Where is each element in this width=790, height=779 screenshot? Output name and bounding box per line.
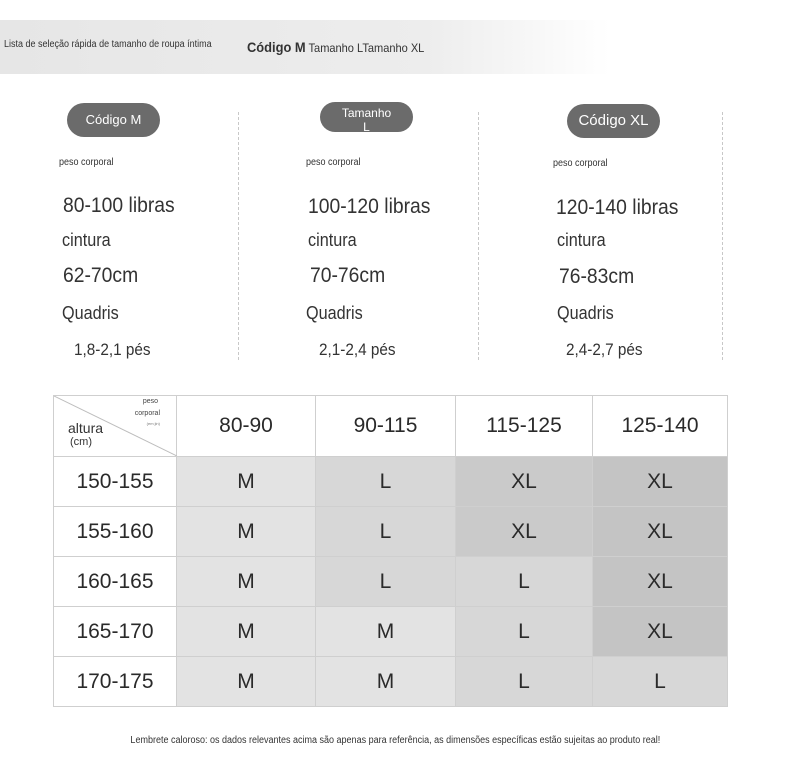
size-badge-xl: Código XL: [567, 104, 660, 138]
size-code-m: Código M: [247, 39, 306, 55]
weight-value-l: 100-120 libras: [308, 195, 431, 218]
height-row-header: 165-170: [54, 607, 177, 657]
column-divider: [722, 112, 723, 360]
size-badge-l-line2: L: [363, 120, 370, 134]
size-cell: L: [456, 607, 593, 657]
column-divider: [238, 112, 239, 360]
corner-height-label-1: altura: [68, 420, 104, 436]
height-row-header: 160-165: [54, 557, 177, 607]
weight-label-l: peso corporal: [306, 157, 361, 168]
weight-label-xl: peso corporal: [553, 158, 608, 169]
height-row-header: 155-160: [54, 507, 177, 557]
corner-weight-label-2: corporal: [134, 410, 160, 417]
size-code-list: [247, 39, 424, 55]
table-row: [54, 557, 728, 607]
size-cell: M: [177, 557, 316, 607]
size-badge-l-line1: Tamanho: [341, 106, 392, 120]
hips-value-l: 2,1-2,4 pés: [319, 340, 396, 359]
footer-note: [0, 735, 790, 746]
size-table: [53, 395, 728, 707]
table-row: [54, 657, 728, 707]
hips-label-xl: Quadris: [557, 303, 614, 323]
size-cell: XL: [593, 557, 728, 607]
weight-column-header: 80-90: [177, 396, 316, 457]
corner-weight-label-1: peso: [142, 398, 158, 405]
size-cell: M: [316, 607, 456, 657]
waist-value-xl: 76-83cm: [559, 265, 635, 288]
waist-value-l: 70-76cm: [310, 264, 386, 287]
size-cell: M: [316, 657, 456, 707]
size-cell: L: [456, 557, 593, 607]
hips-value-m: 1,8-2,1 pés: [74, 340, 151, 359]
size-cell: L: [316, 507, 456, 557]
weight-column-header: 90-115: [316, 396, 456, 457]
footer-text: Lembrete caloroso: os dados relevantes acima são apenas para referência, as dimensões específicas estão sujeitas ao produto real!: [130, 735, 660, 746]
size-badge-m: Código M: [67, 103, 160, 137]
table-corner-cell: [54, 396, 177, 457]
height-row-header: 150-155: [54, 457, 177, 507]
size-cell: M: [177, 507, 316, 557]
weight-column-header: 115-125: [456, 396, 593, 457]
hips-label-l: Quadris: [306, 303, 363, 323]
size-code-rest: Tamanho LTamanho XL: [305, 41, 425, 55]
size-cell: L: [456, 657, 593, 707]
hips-label-m: Quadris: [62, 303, 119, 323]
hips-value-xl: 2,4-2,7 pés: [566, 340, 643, 359]
size-cell: L: [316, 457, 456, 507]
size-cell: L: [316, 557, 456, 607]
weight-value-xl: 120-140 libras: [556, 196, 679, 219]
title-text: Lista de seleção rápida de tamanho de roupa íntima: [4, 39, 212, 50]
waist-label-l: cintura: [308, 230, 357, 250]
corner-height-label-2: (cm): [70, 436, 92, 448]
weight-label-m: peso corporal: [59, 157, 114, 168]
size-cell: M: [177, 457, 316, 507]
size-badge-l: [320, 102, 413, 132]
size-cell: XL: [593, 507, 728, 557]
size-cell: L: [593, 657, 728, 707]
size-cell: XL: [456, 457, 593, 507]
size-cell: XL: [593, 457, 728, 507]
size-cell: XL: [456, 507, 593, 557]
title-bar: [0, 20, 610, 74]
waist-label-xl: cintura: [557, 230, 606, 250]
table-row: [54, 457, 728, 507]
table-header-row: [54, 396, 728, 457]
waist-value-m: 62-70cm: [63, 264, 139, 287]
size-cell: M: [177, 607, 316, 657]
table-row: [54, 507, 728, 557]
corner-weight-label-3: (em jin): [146, 421, 160, 426]
column-divider: [478, 112, 479, 360]
weight-column-header: 125-140: [593, 396, 728, 457]
table-row: [54, 607, 728, 657]
weight-value-m: 80-100 libras: [63, 194, 175, 217]
height-row-header: 170-175: [54, 657, 177, 707]
size-cell: M: [177, 657, 316, 707]
size-cell: XL: [593, 607, 728, 657]
waist-label-m: cintura: [62, 230, 111, 250]
